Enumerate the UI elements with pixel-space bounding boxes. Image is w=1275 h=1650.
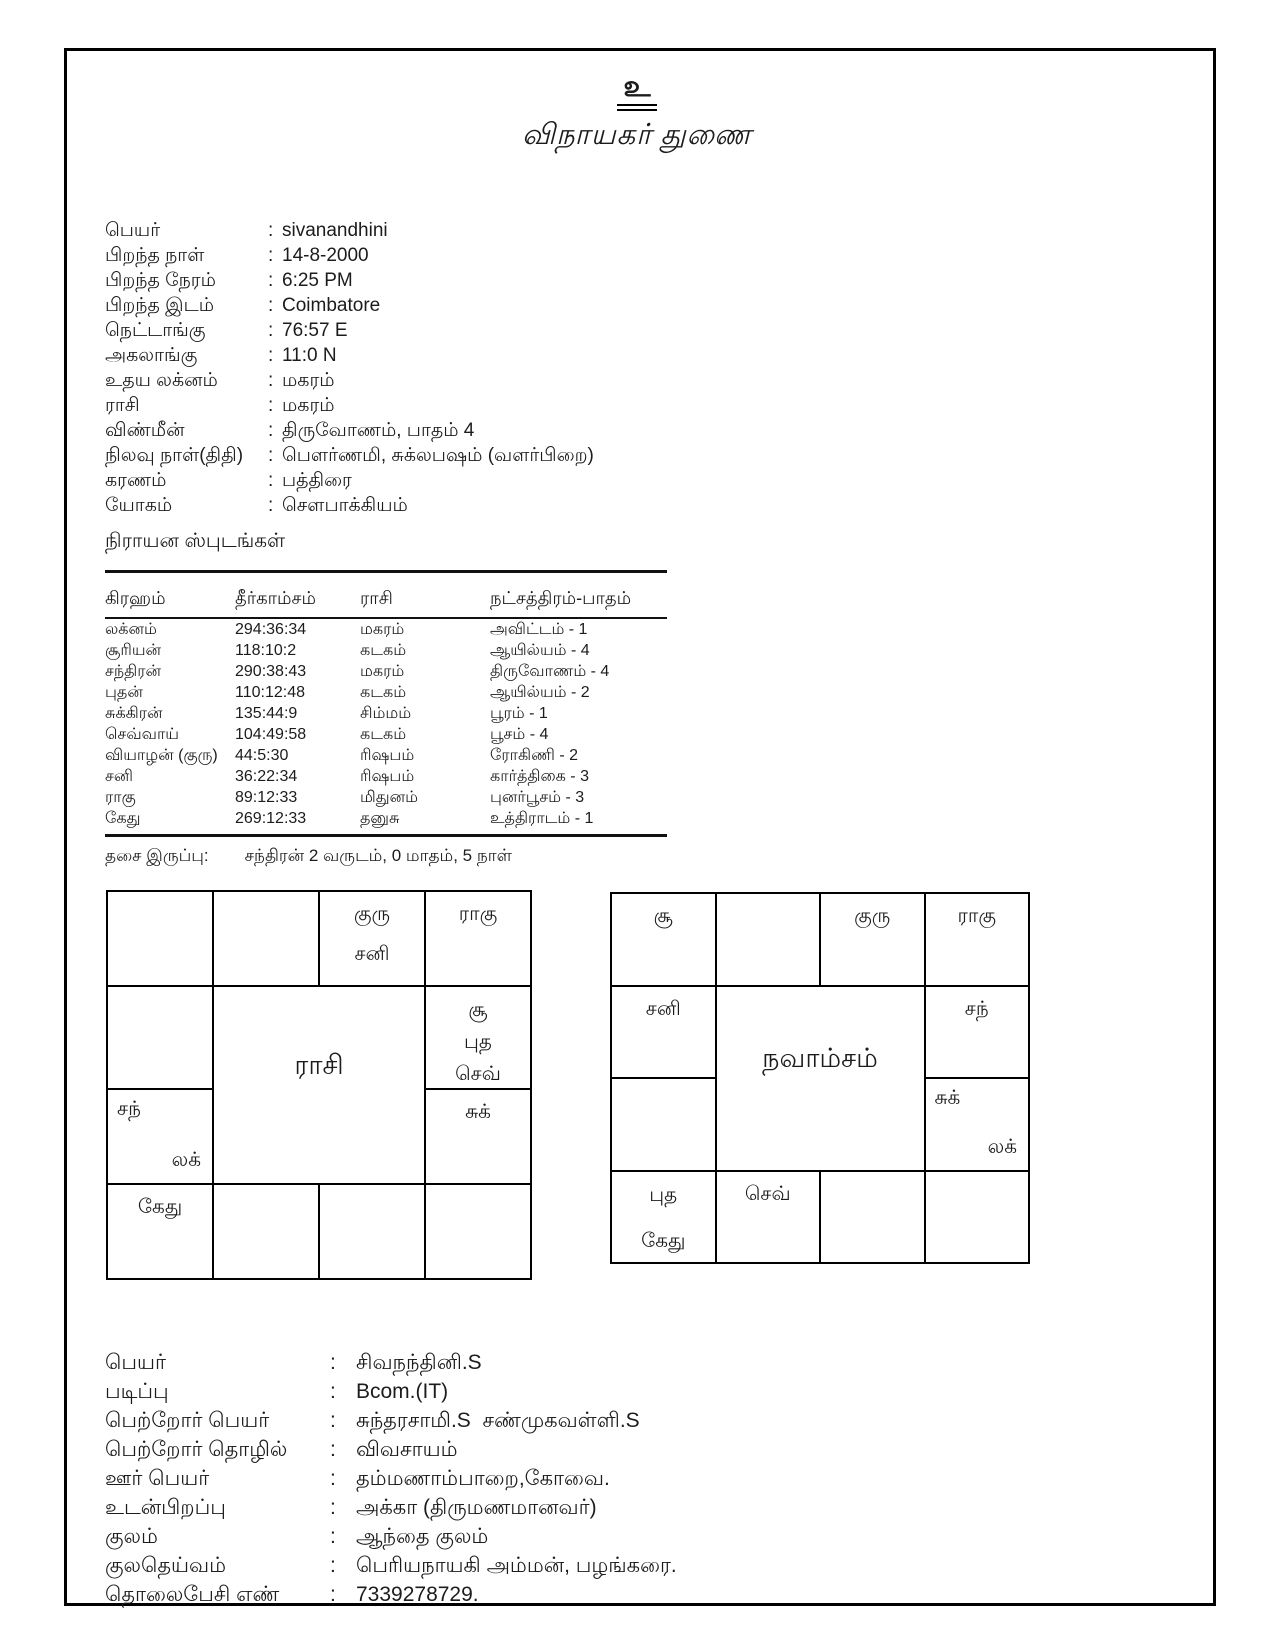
colon: : bbox=[268, 220, 274, 241]
detail-value: திருவோணம், பாதம் 4 bbox=[282, 420, 475, 441]
detail-label: பிறந்த நாள் bbox=[105, 245, 205, 266]
detail-label: பெயர் bbox=[105, 220, 161, 241]
cell-graham: சந்திரன் bbox=[105, 663, 162, 680]
rasi-cell bbox=[425, 891, 531, 986]
planet-table-header bbox=[105, 573, 667, 619]
detail-row bbox=[105, 393, 594, 418]
cell-longitude: 269:12:33 bbox=[235, 810, 307, 827]
cell-graham: புதன் bbox=[105, 684, 143, 701]
detail-row bbox=[105, 343, 594, 368]
cell-graham: செவ்வாய் bbox=[105, 726, 180, 743]
planet-label: குரு bbox=[353, 903, 391, 925]
table-row bbox=[105, 661, 667, 682]
navamsam-cell bbox=[925, 893, 1030, 986]
colon: : bbox=[330, 1438, 336, 1461]
rasi-cell bbox=[213, 1184, 319, 1279]
detail-row bbox=[105, 493, 594, 518]
detail-value: 6:25 PM bbox=[282, 270, 353, 291]
detail-label: ராசி bbox=[105, 395, 140, 416]
cell-graham: ராகு bbox=[105, 789, 136, 806]
rasi-chart-title: ராசி bbox=[294, 1049, 344, 1080]
detail-row bbox=[105, 368, 594, 393]
detail-value: Coimbatore bbox=[282, 295, 381, 316]
dasa-balance bbox=[105, 846, 512, 868]
table-row bbox=[105, 766, 667, 787]
table-row bbox=[105, 682, 667, 703]
table-row bbox=[105, 808, 667, 829]
detail-row bbox=[105, 1464, 677, 1493]
planet-table-title: நிராயன ஸ்புடங்கள் bbox=[105, 530, 286, 552]
navamsam-cell bbox=[925, 1171, 1030, 1264]
cell-nakshatra: ஆயில்யம் - 2 bbox=[490, 684, 590, 701]
cell-longitude: 118:10:2 bbox=[235, 642, 297, 659]
navamsam-cell bbox=[925, 1078, 1030, 1171]
cell-nakshatra: புனர்பூசம் - 3 bbox=[490, 789, 585, 806]
cell-nakshatra: பூரம் - 1 bbox=[490, 705, 548, 722]
detail-row bbox=[105, 1551, 677, 1580]
detail-row bbox=[105, 243, 594, 268]
detail-value: ஆந்தை குலம் bbox=[356, 1525, 489, 1548]
rasi-cell bbox=[319, 1184, 425, 1279]
navamsam-cell bbox=[611, 1078, 716, 1171]
header bbox=[64, 70, 1210, 155]
navamsam-cell bbox=[820, 1171, 925, 1264]
detail-row bbox=[105, 1522, 677, 1551]
col-header-longitude: தீர்காம்சம் bbox=[235, 588, 316, 608]
detail-label: பிறந்த நேரம் bbox=[105, 270, 216, 291]
planet-label: செவ் bbox=[744, 1182, 791, 1205]
colon: : bbox=[268, 420, 274, 441]
col-header-graham: கிரஹம் bbox=[105, 588, 166, 608]
navamsam-chart-title-cell bbox=[716, 986, 925, 1171]
cell-rasi: தனுசு bbox=[360, 810, 400, 827]
planet-label: ராகு bbox=[957, 905, 996, 927]
planet-label: சனி bbox=[354, 943, 390, 965]
detail-row bbox=[105, 218, 594, 243]
detail-value: சிவநந்தினி.S bbox=[356, 1351, 482, 1374]
navamsam-cell bbox=[716, 893, 821, 986]
table-row bbox=[105, 787, 667, 808]
planet-label: புத bbox=[649, 1183, 678, 1206]
birth-details-section bbox=[105, 218, 594, 518]
cell-nakshatra: கார்த்திகை - 3 bbox=[490, 768, 589, 785]
navamsam-cell bbox=[716, 1171, 821, 1264]
cell-graham: சுக்கிரன் bbox=[105, 705, 163, 722]
planet-label: சுக் bbox=[934, 1087, 961, 1109]
planet-label: செவ் bbox=[455, 1063, 501, 1085]
table-row bbox=[105, 640, 667, 661]
detail-value: 7339278729. bbox=[356, 1583, 479, 1606]
colon: : bbox=[268, 445, 274, 466]
table-row bbox=[105, 745, 667, 766]
detail-row bbox=[105, 318, 594, 343]
detail-row bbox=[105, 443, 594, 468]
detail-value: மகரம் bbox=[282, 370, 335, 391]
colon: : bbox=[330, 1409, 336, 1432]
detail-value: பத்திரை bbox=[282, 470, 352, 491]
detail-label: நிலவு நாள்(திதி) bbox=[105, 445, 244, 466]
detail-value: சௌபாக்கியம் bbox=[282, 495, 408, 516]
detail-label: கரணம் bbox=[105, 470, 167, 491]
rasi-cell bbox=[107, 1184, 213, 1279]
colon: : bbox=[330, 1467, 336, 1490]
detail-value: Bcom.(IT) bbox=[356, 1380, 449, 1403]
detail-label: பெற்றோர் பெயர் bbox=[105, 1409, 270, 1432]
table-row bbox=[105, 619, 667, 640]
navamsam-cell bbox=[611, 1171, 716, 1264]
detail-label: பெயர் bbox=[105, 1351, 166, 1374]
detail-label: குலதெய்வம் bbox=[105, 1554, 226, 1577]
planet-table bbox=[105, 570, 667, 837]
planet-label: ராகு bbox=[458, 903, 498, 925]
colon: : bbox=[268, 320, 274, 341]
colon: : bbox=[268, 295, 274, 316]
navamsam-cell bbox=[820, 893, 925, 986]
cell-longitude: 294:36:34 bbox=[235, 621, 307, 638]
detail-label: குலம் bbox=[105, 1525, 158, 1548]
cell-nakshatra: அவிட்டம் - 1 bbox=[490, 621, 588, 638]
colon: : bbox=[268, 370, 274, 391]
detail-value: அக்கா (திருமணமானவர்) bbox=[356, 1496, 597, 1519]
planet-label: சூ bbox=[468, 999, 488, 1021]
cell-graham: சனி bbox=[105, 768, 133, 785]
cell-longitude: 89:12:33 bbox=[235, 789, 298, 806]
rasi-cell bbox=[425, 1089, 531, 1184]
table-row bbox=[105, 703, 667, 724]
detail-row bbox=[105, 418, 594, 443]
personal-details-section bbox=[105, 1348, 677, 1609]
cell-nakshatra: ஆயில்யம் - 4 bbox=[490, 642, 590, 659]
cell-longitude: 104:49:58 bbox=[235, 726, 307, 743]
colon: : bbox=[330, 1496, 336, 1519]
detail-value: பௌர்ணமி, சுக்லபஷம் (வளர்பிறை) bbox=[282, 445, 594, 466]
cell-graham: கேது bbox=[105, 810, 141, 827]
navamsam-cell bbox=[611, 893, 716, 986]
rasi-cell bbox=[319, 891, 425, 986]
cell-graham: வியாழன் (குரு) bbox=[105, 747, 218, 764]
colon: : bbox=[268, 245, 274, 266]
planet-label: சந் bbox=[964, 997, 989, 1020]
detail-label: உதய லக்னம் bbox=[105, 370, 218, 391]
planet-label: சூ bbox=[653, 905, 673, 927]
navamsam-cell bbox=[611, 986, 716, 1079]
detail-label: பிறந்த இடம் bbox=[105, 295, 214, 316]
detail-label: தொலைபேசி எண் bbox=[105, 1583, 280, 1606]
rasi-cell bbox=[107, 891, 213, 986]
detail-label: நெட்டாங்கு bbox=[105, 320, 206, 341]
detail-label: அகலாங்கு bbox=[105, 345, 198, 366]
detail-label: பெற்றோர் தொழில் bbox=[105, 1438, 288, 1461]
invocation-title: விநாயகர் துணை bbox=[521, 119, 753, 151]
planet-label: சந் bbox=[117, 1098, 141, 1120]
rasi-cell bbox=[213, 891, 319, 986]
detail-row bbox=[105, 1435, 677, 1464]
colon: : bbox=[330, 1583, 336, 1606]
rasi-cell bbox=[107, 1089, 213, 1184]
cell-nakshatra: உத்திராடம் - 1 bbox=[490, 810, 594, 827]
colon: : bbox=[330, 1351, 336, 1374]
detail-label: விண்மீன் bbox=[105, 420, 185, 441]
detail-row bbox=[105, 1580, 677, 1609]
colon: : bbox=[268, 495, 274, 516]
cell-rasi: மகரம் bbox=[360, 621, 405, 638]
om-symbol: உ bbox=[617, 70, 656, 111]
cell-rasi: மிதுனம் bbox=[360, 789, 419, 806]
planet-label: கேது bbox=[137, 1196, 183, 1218]
planet-label: சுக் bbox=[465, 1101, 491, 1123]
rasi-cell bbox=[425, 986, 531, 1089]
cell-nakshatra: பூசம் - 4 bbox=[490, 726, 549, 743]
detail-value: 11:0 N bbox=[282, 345, 337, 366]
cell-longitude: 44:5:30 bbox=[235, 747, 289, 764]
colon: : bbox=[268, 270, 274, 291]
detail-value: தம்மணாம்பாறை,கோவை. bbox=[356, 1467, 610, 1490]
cell-longitude: 36:22:34 bbox=[235, 768, 298, 785]
detail-value: சுந்தரசாமி.S சண்முகவள்ளி.S bbox=[356, 1409, 640, 1432]
detail-row bbox=[105, 268, 594, 293]
detail-value: பெரியநாயகி அம்மன், பழங்கரை. bbox=[356, 1554, 677, 1577]
cell-longitude: 135:44:9 bbox=[235, 705, 298, 722]
rasi-cell bbox=[425, 1184, 531, 1279]
colon: : bbox=[330, 1525, 336, 1548]
cell-nakshatra: ரோகிணி - 2 bbox=[490, 747, 579, 764]
detail-value: 14-8-2000 bbox=[282, 245, 369, 266]
cell-nakshatra: திருவோணம் - 4 bbox=[490, 663, 610, 680]
col-header-nakshatra: நட்சத்திரம்-பாதம் bbox=[490, 588, 632, 608]
cell-rasi: கடகம் bbox=[360, 726, 407, 743]
cell-longitude: 290:38:43 bbox=[235, 663, 307, 680]
colon: : bbox=[268, 345, 274, 366]
dasa-label: தசை இருப்பு: bbox=[105, 846, 209, 865]
cell-longitude: 110:12:48 bbox=[235, 684, 305, 701]
cell-rasi: ரிஷபம் bbox=[360, 747, 415, 764]
planet-label: கேது bbox=[641, 1229, 686, 1252]
detail-row bbox=[105, 1377, 677, 1406]
planet-label: சனி bbox=[645, 997, 681, 1020]
table-row bbox=[105, 724, 667, 745]
detail-value: மகரம் bbox=[282, 395, 335, 416]
detail-value: 76:57 E bbox=[282, 320, 348, 341]
rasi-cell bbox=[107, 986, 213, 1089]
navamsam-chart bbox=[610, 892, 1030, 1264]
dasa-value: சந்திரன் 2 வருடம், 0 மாதம், 5 நாள் bbox=[244, 846, 512, 865]
cell-graham: லக்னம் bbox=[105, 621, 157, 638]
col-header-rasi: ராசி bbox=[360, 588, 393, 608]
detail-row bbox=[105, 293, 594, 318]
planet-label: புத bbox=[464, 1031, 492, 1053]
detail-row bbox=[105, 1348, 677, 1377]
colon: : bbox=[268, 470, 274, 491]
lagna-label: லக் bbox=[987, 1135, 1017, 1158]
colon: : bbox=[268, 395, 274, 416]
colon: : bbox=[330, 1380, 336, 1403]
colon: : bbox=[330, 1554, 336, 1577]
navamsam-chart-title: நவாம்சம் bbox=[762, 1042, 878, 1073]
detail-label: உடன்பிறப்பு bbox=[105, 1496, 226, 1519]
detail-value: விவசாயம் bbox=[356, 1438, 458, 1461]
detail-value: sivanandhini bbox=[282, 220, 388, 241]
cell-rasi: கடகம் bbox=[360, 684, 407, 701]
detail-row bbox=[105, 1406, 677, 1435]
detail-label: ஊர் பெயர் bbox=[105, 1467, 210, 1490]
rasi-chart-title-cell bbox=[213, 986, 425, 1184]
planet-label: குரு bbox=[854, 905, 891, 927]
lagna-label: லக் bbox=[171, 1149, 201, 1171]
detail-label: யோகம் bbox=[105, 495, 173, 516]
detail-row bbox=[105, 468, 594, 493]
cell-graham: சூரியன் bbox=[105, 642, 162, 659]
cell-rasi: கடகம் bbox=[360, 642, 407, 659]
navamsam-cell bbox=[925, 986, 1030, 1079]
detail-row bbox=[105, 1493, 677, 1522]
rasi-chart bbox=[106, 890, 532, 1280]
detail-label: படிப்பு bbox=[105, 1380, 169, 1403]
cell-rasi: ரிஷபம் bbox=[360, 768, 415, 785]
cell-rasi: மகரம் bbox=[360, 663, 405, 680]
cell-rasi: சிம்மம் bbox=[360, 705, 412, 722]
